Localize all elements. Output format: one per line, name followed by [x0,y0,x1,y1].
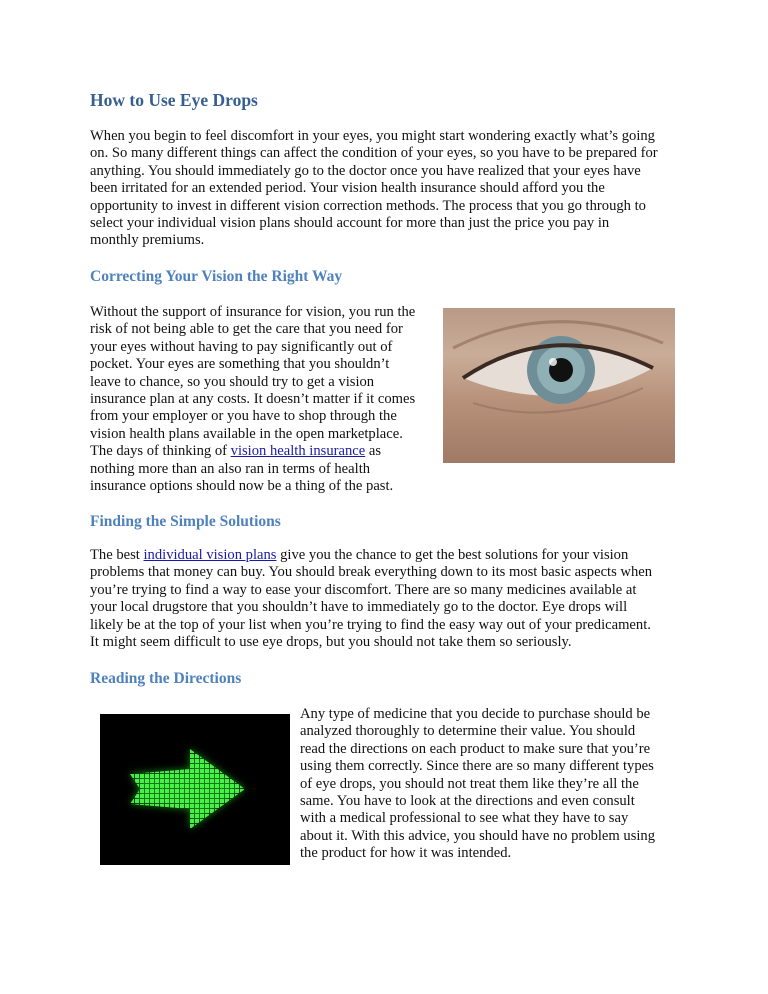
text-line: you’re trying to find a way to ease your discomfort. There are so many medicines available at [90,581,637,598]
page-title: How to Use Eye Drops [90,90,258,110]
text-line: same. You have to look at the directions and even consult [300,793,635,810]
text-line: insurance options should now be a thing of the past. [90,478,394,495]
text-line: of eye drops, you should not treat them like they’re all the [300,775,639,792]
text-line: anything. You should immediately go to the doctor once you have realized that your eyes have [90,162,641,179]
text-segment: give you the chance to get the best solutions for your vision [276,547,629,563]
section-heading-correcting-vision: Correcting Your Vision the Right Way [90,268,343,285]
text-line: When you begin to feel discomfort in your eyes, you might start wondering exactly what’s going [90,128,655,144]
text-line: your local drugstore that you shouldn’t have to immediately go to the doctor. Eye drops will [90,599,628,616]
text-line: insurance plan at any costs. It doesn’t matter if it comes [90,391,416,408]
text-line: likely be at the top of your list when you’re trying to find the easy way out of your predicament. [90,616,651,633]
eye-photo [443,308,675,463]
text-line: opportunity to invest in different vision correction methods. The process that you go through to [90,197,646,214]
simple-solutions-paragraph [90,547,652,651]
intro-paragraph [90,128,658,250]
text-line: It might seem difficult to use eye drops, but you should not take them so seriously. [90,634,572,651]
text-segment: The days of thinking of [90,443,231,460]
section-heading-reading-directions: Reading the Directions [90,670,242,687]
reading-directions-paragraph [300,706,655,863]
text-line: the product for how it was intended. [300,845,512,862]
text-line: monthly premiums. [90,232,205,249]
text-line: about it. With this advice, you should have no problem using [300,827,656,844]
text-line: vision health plans available in the open marketplace. [90,425,403,442]
text-line: from your employer or you have to shop through the [90,408,397,425]
text-line: problems that money can buy. You should break everything down to its most basic aspects when [90,564,653,581]
correcting-vision-paragraph [90,304,415,495]
text-line: been irritated for an extended period. Your vision health insurance should afford you the [90,180,605,197]
green-arrow-image [100,714,290,865]
text-segment: The best [90,547,144,563]
text-line: your eyes without having to pay significantly out of [90,338,393,355]
text-line: nothing more than an also ran in terms of health [90,460,371,477]
text-line: using them correctly. Since there are so many different types [300,758,654,775]
text-line: leave to chance, so you should try to get a vision [90,373,375,390]
inline-link[interactable]: individual vision plans [143,547,277,563]
text-line [90,547,652,564]
text-line: read the directions on each product to make sure that you’re [300,740,651,757]
text-line: analyzed thoroughly to determine their value. You should [300,723,636,740]
text-line: risk of not being able to get the care that you need for [90,321,403,338]
text-line: on. So many different things can affect the condition of your eyes, so you have to be prepared for [90,145,658,162]
text-line: pocket. Your eyes are something that you shouldn’t [90,356,390,373]
text-line: with a medical professional to see what they have to say [300,810,629,827]
inline-link[interactable]: vision health insurance [230,443,366,460]
section-heading-simple-solutions: Finding the Simple Solutions [90,513,281,530]
text-line: Without the support of insurance for vision, you run the [90,304,416,320]
text-line: select your individual vision plans should account for more than just the price you pay in [90,215,610,232]
text-line [90,443,415,460]
text-segment: as [365,443,382,460]
text-line: Any type of medicine that you decide to purchase should be [300,706,651,722]
